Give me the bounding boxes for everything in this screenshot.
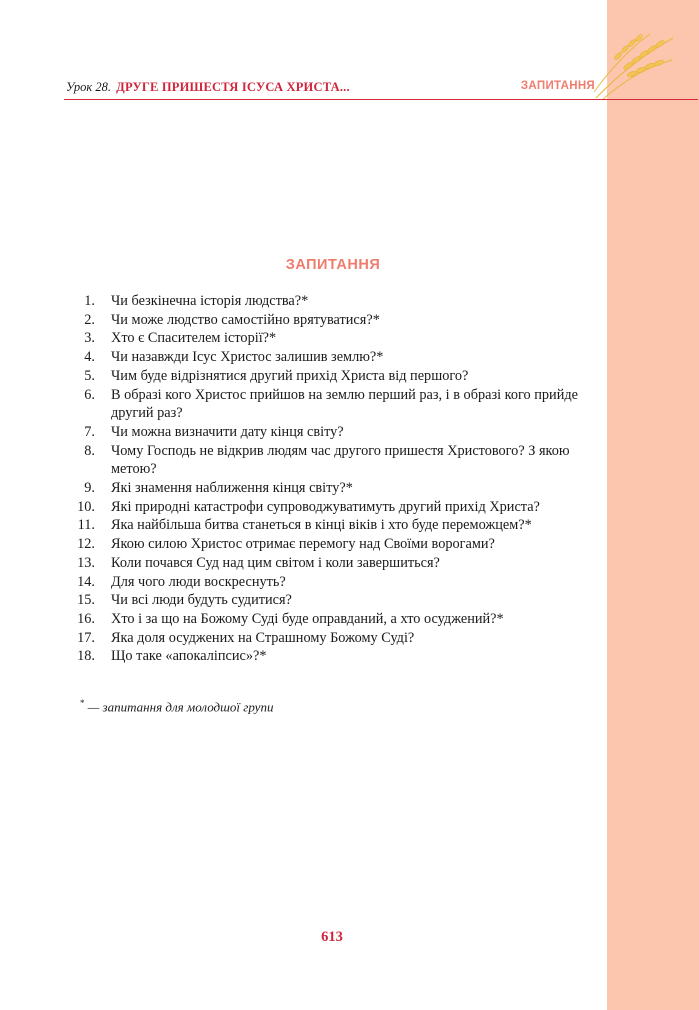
- question-number: 2.: [84, 311, 95, 328]
- question-item: [74, 610, 594, 629]
- question-text: Чи назавжди Ісус Христос залишив землю?*: [111, 349, 384, 366]
- question-text: Хто і за що на Божому Суді буде оправданий, а хто осуджений?*: [111, 610, 504, 627]
- question-number: 12.: [77, 536, 95, 553]
- question-item: [74, 292, 594, 311]
- question-text: Для чого люди воскреснуть?: [111, 573, 286, 590]
- question-item: [74, 573, 594, 592]
- question-text: Якою силою Христос отримає перемогу над Своїми ворогами?: [111, 536, 495, 553]
- question-text: Хто є Спасителем історії?*: [111, 330, 277, 347]
- question-text: Чи може людство самостійно врятуватися?*: [111, 311, 380, 328]
- question-list: [74, 292, 594, 666]
- question-item: [74, 498, 594, 517]
- section-label: ЗАПИТАННЯ: [520, 80, 595, 92]
- footnote-text: — запитання для молодшої групи: [84, 699, 274, 715]
- question-item: [74, 329, 594, 348]
- question-text: Чи можна визначити дату кінця світу?: [111, 423, 344, 440]
- question-number: 1.: [84, 293, 95, 309]
- side-strip: [607, 0, 699, 1010]
- question-item: [74, 348, 594, 367]
- question-number: 5.: [84, 367, 95, 384]
- question-item: [74, 554, 594, 573]
- question-text: Які знамення наближення кінця світу?*: [111, 480, 353, 497]
- question-text: Яка доля осуджених на Страшному Божому Суді?: [111, 629, 415, 646]
- question-number: 4.: [84, 349, 95, 366]
- page-title: ЗАПИТАННЯ: [285, 257, 381, 273]
- lesson-number: Урок 28.: [66, 80, 112, 94]
- question-number: 8.: [84, 442, 95, 459]
- question-item: [74, 591, 594, 610]
- question-item: [74, 311, 594, 330]
- question-text: В образі кого Христос прийшов на землю перший раз, і в образі кого прийде другий раз?: [111, 386, 578, 422]
- question-item: [74, 647, 594, 666]
- question-text: Що таке «апокаліпсис»?*: [111, 648, 267, 665]
- question-number: 6.: [84, 386, 95, 403]
- question-number: 17.: [77, 629, 95, 646]
- question-item: [74, 442, 594, 479]
- page-number: 613: [321, 929, 343, 945]
- footnote: [80, 698, 273, 715]
- question-number: 10.: [77, 498, 95, 515]
- question-item: [74, 479, 594, 498]
- question-text: Коли почався Суд над цим світом і коли завершиться?: [111, 554, 440, 571]
- question-item: [74, 423, 594, 442]
- question-item: [74, 629, 594, 648]
- running-header: [66, 80, 607, 100]
- question-number: 14.: [77, 573, 95, 590]
- footnote-mark: *: [80, 698, 85, 708]
- lesson-title: ДРУГЕ ПРИШЕСТЯ ІСУСА ХРИСТА...: [116, 80, 350, 94]
- question-number: 13.: [77, 554, 95, 571]
- question-number: 15.: [77, 592, 95, 609]
- header-divider: [64, 99, 698, 100]
- question-number: 11.: [77, 517, 95, 534]
- question-number: 16.: [77, 610, 95, 627]
- question-text: Чому Господь не відкрив людям час другого пришестя Христового? З якою метою?: [111, 442, 570, 478]
- question-text: Яка найбільша битва станеться в кінці віків і хто буде переможцем?*: [111, 517, 532, 534]
- question-number: 9.: [84, 480, 95, 497]
- lesson-heading: [66, 80, 350, 95]
- question-text: Чи всі люди будуть судитися?: [111, 592, 292, 609]
- question-item: [74, 386, 594, 423]
- question-number: 3.: [84, 330, 95, 347]
- question-text: Чи безкінечна історія людства?*: [111, 293, 309, 309]
- question-item: [74, 367, 594, 386]
- question-text: Які природні катастрофи супроводжуватимуть другий прихід Христа?: [111, 498, 540, 515]
- question-number: 7.: [84, 423, 95, 440]
- question-item: [74, 535, 594, 554]
- question-item: [74, 516, 594, 535]
- question-number: 18.: [77, 648, 95, 665]
- question-text: Чим буде відрізнятися другий прихід Христа від першого?: [111, 367, 469, 384]
